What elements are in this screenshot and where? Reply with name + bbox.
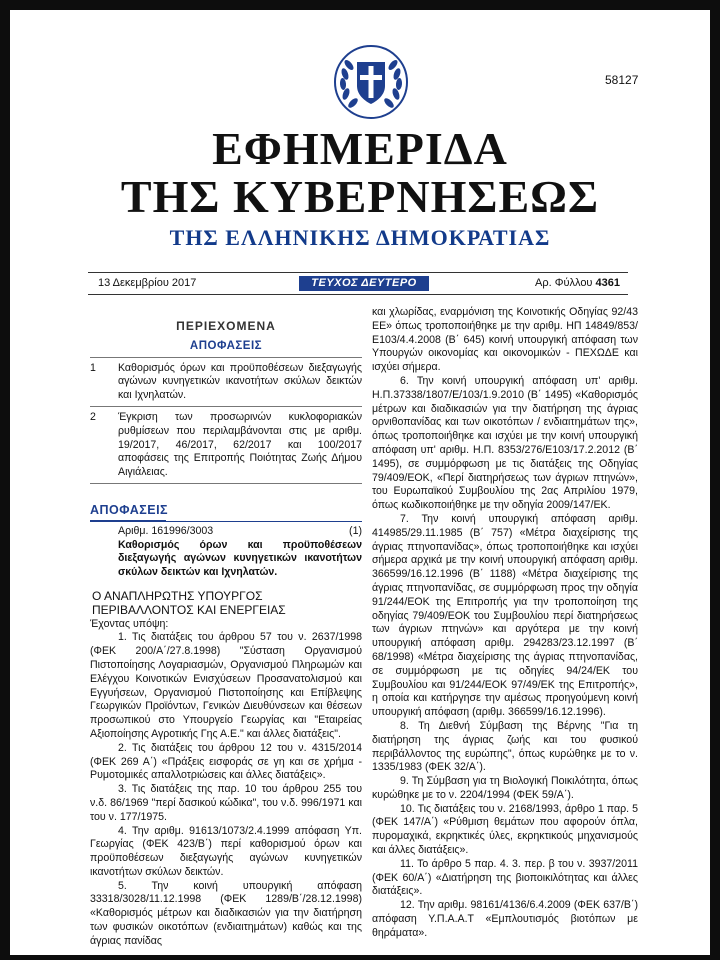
paragraph: 2. Τις διατάξεις του άρθρου 12 του ν. 4315/2014 (ΦΕΚ 269 Α΄) «Πράξεις εισφοράς σε γη και σε χρήμα - Ρυμοτομικές απαλλοτριώσεις και άλλες διατάξεις».	[90, 741, 362, 782]
gazette-page	[10, 10, 710, 955]
gazette-title-line2: ΤΗΣ ΚΥΒΕΡΝΗΣΕΩΣ	[120, 171, 600, 222]
decision-title: Καθορισμός όρων και προϋποθέσεων διεξαγωγής αγώνων κυνηγετικών ικανοτήτων σκύλων δεικτών και Ιχνηλατών.	[118, 538, 362, 579]
gazette-title: ΕΦΗΜΕΡΙΔΑ	[212, 123, 508, 174]
paragraph: 11. Το άρθρο 5 παρ. 4. 3. περ. β του ν. 3937/2011 (ΦΕΚ 60/Α΄) «Διατήρηση της βιοποικιλότητας και άλλες διατάξεις».	[372, 857, 638, 898]
minister-title: Ο ΑΝΑΠΛΗΡΩΤΗΣ ΥΠΟΥΡΓΟΣ ΠΕΡΙΒΑΛΛΟΝΤΟΣ ΚΑΙ ΕΝΕΡΓΕΙΑΣ	[92, 588, 286, 617]
paragraph: 3. Τις διατάξεις της παρ. 10 του άρθρου 255 του ν.δ. 86/1969 "περί δασικού κώδικα", του ν.δ. 996/1971 και του ν. 177/1975.	[90, 783, 362, 823]
paragraph: 6. Την κοινή υπουργική απόφαση υπ' αριθμ. Η.Π.37338/1807/Ε/103/1.9.2010 (Β΄ 1495) «Καθορισμός μέτρων και διαδικασιών για την διατήρηση της άγριας ορνιθοπανίδας και των οικοτόπων / ενδιαιτημάτων της», όπως τροποποιήθηκε και ισχύει με την κοινή υπουργική απόφαση υπ' αριθμ. Η.Π. 8353/276/Ε103/17.2.2012 (Β΄ 1495), σε συμμόρφωση με τις διατάξεις της Οδηγίας 79/409/ΕΟΚ, «Περί διατηρήσεως των άγριων πτηνών», του Ευρωπαϊκού Συμβουλίου της 2ας Απριλίου 1979, όπως κωδικοποιήθηκε με την οδηγία 2009/147/ΕΚ.	[372, 374, 638, 512]
sheet-number: 4361	[595, 277, 620, 289]
left-column	[90, 310, 362, 949]
divider	[90, 357, 362, 358]
issue-series: ΤΕΥΧΟΣ ΔΕΥΤΕΡΟ	[299, 276, 429, 291]
issue-top-rule	[88, 272, 628, 273]
paragraph: 10. Τις διατάξεις του ν. 2168/1993, άρθρο 1 παρ. 5 (ΦΕΚ 147/Α΄) «Ρύθμιση θεμάτων που αφορούν όπλα, πυρομαχικά, εκρηκτικές ύλες, εκρηκτικούς μηχανισμούς και άλλες διατάξεις».	[372, 802, 638, 857]
issue-bottom-rule	[88, 294, 628, 295]
toc-item-number: 1	[90, 361, 96, 374]
paragraph: 7. Την κοινή υπουργική απόφαση αριθμ. 414985/29.11.1985 (Β΄ 757) «Μέτρα διαχείρισης της άγριας πτηνοπανίδας», όπως τροποποιήθηκε και ισχύει σήμερα αρχικά με την κοινή υπουργική απόφαση αριθμ. 366599/16.12.1996 (Β΄ 1188) «Μέτρα διαχείρισης της άγριας πτηνοπανίδας, σε συμμόρφωση προς την οδηγία 91/244/ΕΟΚ της Επιτροπής για την τροποποίηση της οδηγίας 79/409/ΕΟΚ του Συμβουλίου περί διατηρήσεως των άγριων πτηνών» και αργότερα με την κοινή υπουργική απόφαση αριθμ. 294283/23.12.1997 (Β΄ 68/1998) «Μέτρα διαχείρισης της άγριας πτηνοπανίδας, σε συμμόρφωση με τις οδηγίες 94/24/ΕΚ του Συμβουλίου και 91/244/ΕΟΚ 97/49/ΕΚ της Επιτροπής», η οποία και κατήργησε την αμέσως προηγούμενη κοινή υπουργική απόφαση (αριθμ. 366599/16.12.1996).	[372, 512, 638, 719]
paragraph: 9. Τη Σύμβαση για τη Βιολογική Ποικιλότητα, όπως κυρώθηκε με το ν. 2204/1994 (ΦΕΚ 59/Α΄).	[372, 775, 638, 801]
issue-date: 13 Δεκεμβρίου 2017	[98, 277, 197, 289]
paragraph: 1. Τις διατάξεις του άρθρου 57 του ν. 2637/1998 (ΦΕΚ 200/Α΄/27.8.1998) "Σύσταση Οργανισμού Πιστοποίησης Λογαριασμών, Οργανισμού Πληρωμών και Ελέγχου Κοινοτικών Ενισχύσεων Προσανατολισμού και Εγγυήσεων, Οργανισμού Πιστοποίησης και Επίβλεψης Γεωργικών Προϊόντων, Γενικών Διευθύνσεων και θέσεων προσωπικού στο Υπουργείο Γεωργίας και "Εταιρείας Αξιοποίησης Αγροτικής Γης Α.Ε." και άλλες διατάξεις".	[90, 631, 362, 740]
decision-ref-number: (1)	[349, 524, 362, 537]
toc-item-number: 2	[90, 410, 96, 423]
issue-bar	[88, 276, 628, 292]
paragraph: και χλωρίδας, εναρμόνιση της Κοινοτικής Οδηγίας 92/43 ΕΕ» όπως τροποποιήθηκε με την αριθμ. ΗΠ 14849/853/Ε103/4.4.2008 (Β΄ 645) κοινή υπουργική απόφαση των Υπουργών οικονομίας και οικονομικών - ΠΕΧΩΔΕ και ισχύει σήμερα.	[372, 306, 638, 374]
sheet-label: Αρ. Φύλλου	[534, 277, 593, 289]
page-number: 58127	[605, 73, 639, 87]
toc-item[interactable]	[90, 411, 362, 480]
decision-reference	[90, 525, 362, 539]
decisions-heading: ΑΠΟΦΑΣΕΙΣ	[90, 504, 166, 521]
issue-sheet	[535, 277, 620, 289]
paragraph: 4. Την αριθμ. 91613/1073/2.4.1999 απόφαση Υπ. Γεωργίας (ΦΕΚ 423/Β΄) περί καθορισμού όρων και προϋποθέσεων διεξαγωγής αγώνων κυνηγετικών ικανοτήτων σκύλων δεικτών.	[90, 824, 362, 878]
having-in-view: Έχοντας υπόψη:	[90, 617, 169, 630]
contents-section-heading: ΑΠΟΦΑΣΕΙΣ	[189, 339, 263, 352]
decision-ref-text: Αριθμ. 161996/3003	[118, 524, 214, 537]
contents-title: ΠΕΡΙΕΧΟΜΕΝΑ	[176, 319, 276, 333]
divider	[90, 483, 362, 484]
divider	[90, 521, 362, 522]
paragraph: 12. Την αριθμ. 98161/4136/6.4.2009 (ΦΕΚ 637/Β΄) απόφαση Υ.Π.Α.Α.Τ «Εμπλουτισμός βιοτόπων με θηράματα».	[372, 899, 638, 939]
paragraph: 5. Την κοινή υπουργική απόφαση 33318/3028/11.12.1998 (ΦΕΚ 1289/Β΄/28.12.1998) «Καθορισμός μέτρων και διαδικασιών για την διατήρηση των φυσικών οικοτόπων (ενδιαιτημάτων) καθώς και της άγριας πανίδας	[90, 879, 362, 947]
toc-item-text: Καθορισμός όρων και προϋποθέσεων διεξαγωγής αγώνων κυνηγετικών ικανοτήτων σκύλων δεικτών και Ιχνηλατών.	[118, 361, 362, 402]
paragraph: 8. Τη Διεθνή Σύμβαση της Βέρνης "Για τη διατήρηση της άγριας ζωής και του φυσικού περιβάλλοντος της ευρώπης", όπως κυρώθηκε με το ν. 1335/1983 (ΦΕΚ 32/Α΄).	[372, 719, 638, 774]
gazette-subtitle: ΤΗΣ ΕΛΛΗΝΙΚΗΣ ΔΗΜΟΚΡΑΤΙΑΣ	[169, 225, 551, 250]
toc-item-text: Έγκριση των προσωρινών κυκλοφοριακών ρυθμίσεων που περιλαμβάνονται στις με αριθμ. 19/2017, 46/2017, 62/2017 και 100/2017 αποφάσεις της Επιτροπής Ποιότητας Ζωής Δήμου Αιγιάλειας.	[118, 410, 362, 479]
divider	[90, 406, 362, 407]
toc-item[interactable]	[90, 362, 362, 403]
greek-coat-of-arms-icon	[333, 44, 409, 120]
right-column	[372, 306, 638, 941]
